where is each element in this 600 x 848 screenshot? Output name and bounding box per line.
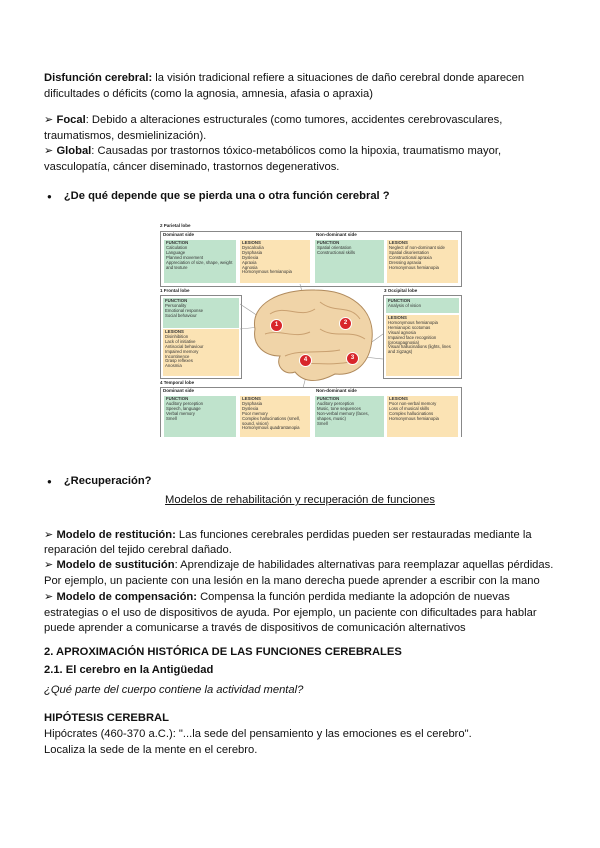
figure-list-item: Auditory perception <box>317 400 355 406</box>
list <box>388 304 457 309</box>
figure-list-item: Lack of initiative <box>165 338 196 344</box>
figure-list-item: Antisocial behaviour <box>165 343 204 349</box>
h: LESIONS <box>242 240 261 245</box>
figure-list-item: Hemianopic scotomas <box>388 324 431 330</box>
text: Hipócrates (460-370 a.C.): "...la sede del pensamiento y las emociones es el cerebro". <box>44 728 472 740</box>
focal-line: traumatismos, desmielinización). <box>44 130 207 142</box>
h: FUNCTION <box>388 298 411 303</box>
arrow-bullet-icon: ➢ <box>44 559 57 571</box>
bullet-icon: ● <box>47 477 52 486</box>
figure-list-item: Smell <box>166 415 177 421</box>
section-heading: 2. APROXIMACIÓN HISTÓRICA DE LAS FUNCIONES CEREBRALES <box>44 646 402 658</box>
figure-list-item: Appreciation of size, shape, weight and texture <box>166 259 233 270</box>
figure-list-item: Dysphasia <box>242 249 263 255</box>
text: puede aprender a comunicarse a través de dispositivos de comunicación alternativos <box>44 622 466 634</box>
bullet-recovery <box>47 474 152 489</box>
figure-list-item: Apraxia <box>242 259 257 265</box>
lesions-box <box>386 315 459 376</box>
brain-lobes-figure <box>158 222 462 437</box>
lesions-box <box>387 396 458 437</box>
text: ¿De qué depende que se pierda una o otra función cerebral ? <box>63 190 390 202</box>
figure-list-item: Homonymous hemianopia <box>242 269 292 275</box>
figure-list-item: Personality <box>165 302 187 308</box>
text: Compensa la función perdida mediante la adopción de nuevas <box>196 591 510 603</box>
figure-list-item: Auditory perception <box>166 400 204 406</box>
figure-list-item: Planned movement <box>166 254 204 260</box>
figure-list-item: Incontinence <box>165 353 190 359</box>
marker-frontal: 1 <box>270 319 283 332</box>
figure-list-item: Poor non-verbal memory <box>389 400 437 406</box>
global-line: vasculopatía, cáncer diseminado, trastornos degenerativos. <box>44 161 340 173</box>
arrow-bullet-icon: ➢ <box>44 591 57 603</box>
h: LESIONS <box>389 240 408 245</box>
list <box>242 246 308 275</box>
marker-temporal: 4 <box>299 354 312 367</box>
term: Disfunción cerebral: <box>44 72 153 84</box>
arrow-bullet-icon: ➢ <box>44 114 57 126</box>
arrow-bullet-icon: ➢ <box>44 529 57 541</box>
figure-list-item: Analysis of vision <box>388 302 421 308</box>
term: Modelo de sustitución <box>56 559 175 571</box>
intro-line <box>44 71 524 85</box>
text: : Aprendizaje de habilidades alternativas para reemplazar aquellas pérdidas. <box>174 559 554 571</box>
function-box <box>315 240 384 283</box>
figure-list-item: Emotional response <box>165 307 203 313</box>
side-label: Dominant side <box>163 388 195 393</box>
figure-list-item: Dysphasia <box>242 400 263 406</box>
figure-list-item: Dyslexia <box>242 254 259 260</box>
focal-line <box>44 113 502 127</box>
list <box>317 402 382 427</box>
text: : Debido a alteraciones estructurales (como tumores, accidentes cerebrovasculares, <box>85 114 503 126</box>
figure-list-item: Calculation <box>166 244 188 250</box>
list <box>389 246 456 271</box>
figure-list-item: Visual agnosia <box>388 329 416 335</box>
lesions-box <box>240 240 310 283</box>
figure-list-item: Language <box>166 249 186 255</box>
figure-list-item: Homonymous hemianopia <box>389 415 439 421</box>
figure-list-item: Poor memory <box>242 410 268 416</box>
text: reparación del tejido cerebral dañado. <box>44 544 232 556</box>
intro-line: dificultades o déficits (como la agnosia, amnesia, afasia o apraxia) <box>44 88 373 100</box>
text: Las funciones cerebrales perdidas pueden ser restauradas mediante la <box>175 529 532 541</box>
figure-list-item: Verbal memory <box>166 410 195 416</box>
text: la visión tradicional refiere a situaciones de daño cerebral donde aparecen <box>152 72 525 84</box>
model-compensacion <box>44 590 510 604</box>
function-box <box>386 298 459 313</box>
h: LESIONS <box>389 396 408 401</box>
list <box>388 321 457 355</box>
figure-list-item: Neglect of non-dominant side <box>389 244 445 250</box>
brain-illustration <box>240 284 384 388</box>
figure-list-item: Complex hallucinations (smell, sound, vision) <box>242 415 301 426</box>
function-box <box>163 298 239 328</box>
figure-list-item: Anosmia <box>165 363 182 369</box>
model-restitucion <box>44 528 532 542</box>
list <box>389 402 456 422</box>
figure-list-item: Social behaviour <box>165 312 197 318</box>
model-sustitucion <box>44 558 553 572</box>
figure-list-item: Music, tone sequences <box>317 405 361 411</box>
figure-list-item: Spatial disorientation <box>389 249 429 255</box>
list <box>165 304 237 319</box>
term: Modelo de restitución: <box>56 529 176 541</box>
figure-list-item: Spatial orientation <box>317 244 352 250</box>
lesions-box <box>163 329 239 376</box>
text: : Causadas por trastornos tóxico-metabólicos como la hipoxia, traumatismo mayor, <box>91 145 502 157</box>
figure-list-item: Smell <box>317 420 328 426</box>
function-box <box>164 396 236 437</box>
figure-list-item: Speech, language <box>166 405 201 411</box>
list <box>166 402 234 422</box>
frontal-label: 1 Frontal lobe <box>160 288 190 293</box>
figure-list-item: Visual hallucinations (lights, lines and zigzags) <box>388 344 451 355</box>
figure-list-item: Loss of musical skills <box>389 405 430 411</box>
figure-list-item: Impaired memory <box>165 348 199 354</box>
h: LESIONS <box>388 315 407 320</box>
marker-occipital: 3 <box>346 352 359 365</box>
figure-list-item: Agnosia <box>242 264 258 270</box>
figure-list-item: Disinhibition <box>165 333 189 339</box>
term: Modelo de compensación: <box>56 591 197 603</box>
h: FUNCTION <box>165 298 188 303</box>
text: Por ejemplo, un paciente con una lesión en la mano derecha puede aprender a escribir con la mano <box>44 575 540 587</box>
hypothesis-title: HIPÓTESIS CEREBRAL <box>44 712 169 724</box>
figure-list-item: Homonymous quadrantanopia <box>242 425 300 431</box>
bullet-icon: ● <box>47 192 52 201</box>
h: FUNCTION <box>166 396 189 401</box>
h: LESIONS <box>165 329 184 334</box>
figure-list-item: Grasp reflexes <box>165 358 193 364</box>
global-line <box>44 144 501 158</box>
lesions-box <box>387 240 458 283</box>
list <box>242 402 308 431</box>
bullet-question <box>47 189 390 204</box>
arrow-bullet-icon: ➢ <box>44 145 57 157</box>
text: estrategias o el uso de dispositivos de ayuda. Por ejemplo, un paciente con dificultades para hablar <box>44 607 537 619</box>
term: Focal <box>56 114 86 126</box>
list <box>165 335 237 369</box>
figure-list-item: Dyslexia <box>242 405 259 411</box>
text: ¿Recuperación? <box>63 475 152 487</box>
occipital-label: 3 Occipital lobe <box>384 288 418 293</box>
parietal-label: 2 Parietal lobe <box>160 223 191 228</box>
h: FUNCTION <box>317 396 340 401</box>
lesions-box <box>240 396 310 437</box>
list <box>166 246 234 271</box>
figure-list-item: Constructional apraxia <box>389 254 432 260</box>
figure-list-item: Homonymous hemianopia <box>388 319 438 325</box>
function-box <box>315 396 384 437</box>
figure-list-item: Homonymous hemianopia <box>389 264 439 270</box>
figure-list-item: Dyscalculia <box>242 244 264 250</box>
marker-parietal: 2 <box>339 317 352 330</box>
temporal-label: 4 Temporal lobe <box>160 380 195 385</box>
term: Global <box>56 145 92 157</box>
list <box>317 246 382 256</box>
side-label: Dominant side <box>163 232 195 237</box>
function-box <box>164 240 236 283</box>
models-title: Modelos de rehabilitación y recuperación de funciones <box>165 494 435 506</box>
figure-list-item: Complex hallucinations <box>389 410 434 416</box>
side-label: Non-dominant side <box>316 388 357 393</box>
h: FUNCTION <box>317 240 340 245</box>
h: FUNCTION <box>166 240 189 245</box>
text: Localiza la sede de la mente en el cerebro. <box>44 744 258 756</box>
figure-list-item: Non-verbal memory (faces, shapes, music) <box>317 410 369 421</box>
subsection-heading: 2.1. El cerebro en la Antigüedad <box>44 664 214 676</box>
h: LESIONS <box>242 396 261 401</box>
question: ¿Qué parte del cuerpo contiene la actividad mental? <box>44 684 304 696</box>
figure-list-item: Dressing apraxia <box>389 259 422 265</box>
figure-list-item: Impaired face recognition (prosopagnosia) <box>388 334 437 345</box>
figure-list-item: Constructional skills <box>317 249 355 255</box>
side-label: Non-dominant side <box>316 232 357 237</box>
